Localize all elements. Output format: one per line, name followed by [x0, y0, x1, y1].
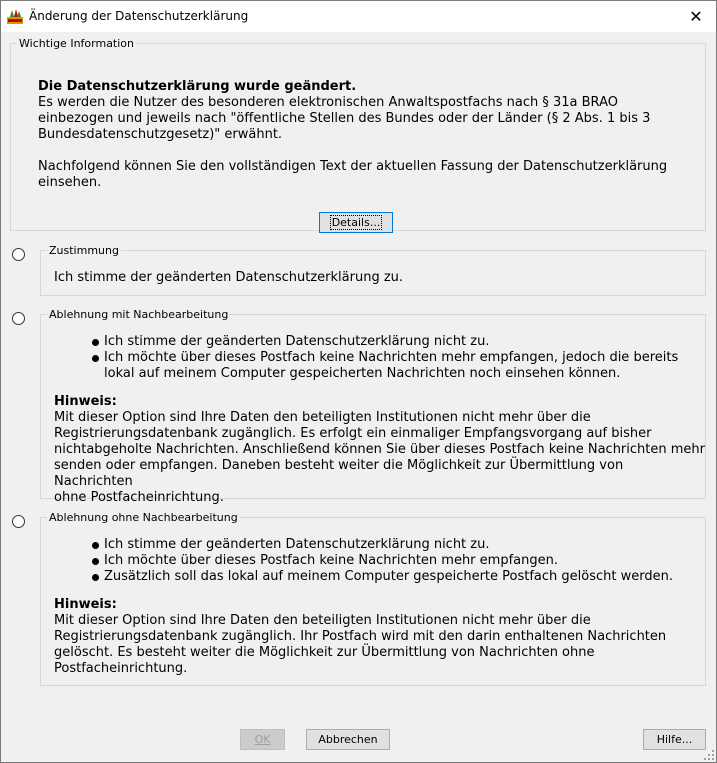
info-line: Nachfolgend können Sie den vollständigen Text der aktuellen Fassung der Datenschutzerklärung: [38, 159, 668, 174]
help-button[interactable]: [643, 729, 706, 750]
radio-ablehnung-ohne[interactable]: [12, 515, 25, 528]
option-text: Ich stimme der geänderten Datenschutzerklärung zu.: [54, 270, 404, 285]
radio-zustimmung[interactable]: [12, 248, 25, 261]
hint-title: Hinweis:: [54, 394, 117, 409]
info-legend: Wichtige Information: [19, 37, 135, 50]
details-button-label: Details...: [331, 216, 381, 229]
option-ablehnung-mit: [40, 308, 706, 505]
hint-block: [54, 597, 666, 677]
option-ablehnung-ohne: [40, 511, 706, 686]
bullet-item: Ich möchte über dieses Postfach keine Nachrichten mehr empfangen, jedoch die bereits: [90, 350, 678, 366]
help-button-label: Hilfe...: [656, 733, 693, 746]
ok-button[interactable]: [240, 729, 285, 750]
info-heading: Die Datenschutzerklärung wurde geändert.: [38, 79, 357, 94]
app-shield-icon: [7, 8, 23, 24]
hint-line: ohne Postfacheinrichtung.: [54, 490, 224, 505]
cancel-button[interactable]: [306, 729, 390, 750]
hint-line: Mit dieser Option sind Ihre Daten den beteiligten Institutionen nicht mehr über die: [54, 613, 591, 628]
info-line: Bundesdatenschutzgesetz)" erwähnt.: [38, 127, 283, 142]
hint-line: Mit dieser Option sind Ihre Daten den beteiligten Institutionen nicht mehr über die: [54, 410, 591, 425]
info-line: einbezogen und jeweils nach "öffentliche Stellen des Bundes oder der Länder (§ 2 Abs. 1 bis 3: [38, 111, 651, 126]
option-legend: Ablehnung ohne Nachbearbeitung: [49, 511, 238, 524]
bullet-list: [90, 537, 673, 585]
info-line: einsehen.: [38, 175, 102, 190]
hint-title: Hinweis:: [54, 597, 117, 612]
bullet-continuation-text: lokal auf meinem Computer gespeicherten Nachrichten noch einsehen können.: [104, 366, 621, 381]
ok-button-label: OK: [254, 733, 271, 746]
bullet-item: Ich möchte über dieses Postfach keine Nachrichten mehr empfangen.: [90, 553, 673, 569]
bullet-item: Ich stimme der geänderten Datenschutzerklärung nicht zu.: [90, 334, 678, 350]
hint-line: Postfacheinrichtung.: [54, 661, 188, 676]
close-button[interactable]: ✕: [689, 7, 703, 26]
cancel-button-label: Abbrechen: [318, 733, 378, 746]
hint-line: gelöscht. Es besteht weiter die Möglichkeit zur Übermittlung von Nachrichten ohne: [54, 645, 595, 660]
title-bar: [1, 1, 716, 32]
info-line: Es werden die Nutzer des besonderen elektronischen Anwaltspostfachs nach § 31a BRAO: [38, 95, 618, 110]
option-legend: Zustimmung: [49, 244, 119, 257]
info-text: [38, 79, 698, 191]
hint-line: Registrierungsdatenbank zugänglich. Es erfolgt ein einmaliger Empfangsvorgang auf bisher: [54, 426, 652, 441]
option-legend: Ablehnung mit Nachbearbeitung: [49, 308, 229, 321]
details-button[interactable]: [319, 212, 393, 233]
bullet-item: Ich stimme der geänderten Datenschutzerklärung nicht zu.: [90, 537, 673, 553]
bullet-item: Zusätzlich soll das lokal auf meinem Computer gespeicherte Postfach gelöscht werden.: [90, 569, 673, 585]
bullet-continuation: [90, 366, 678, 382]
radio-ablehnung-mit[interactable]: [12, 312, 25, 325]
hint-line: Registrierungsdatenbank zugänglich. Ihr Postfach wird mit den darin enthaltenen Nachrichten: [54, 629, 667, 644]
hint-line: nichtabgeholte Nachrichten. Anschließend können Sie über dieses Postfach keine Nachrichten mehr: [54, 442, 705, 457]
info-group: [10, 37, 706, 231]
resize-grip-icon[interactable]: [704, 750, 714, 760]
option-zustimmung: [40, 244, 706, 296]
hint-line: senden oder empfangen. Daneben besteht weiter die Möglichkeit zur Übermittlung von Nachrichten: [54, 458, 624, 489]
hint-block: [54, 394, 705, 506]
bullet-list: [90, 334, 678, 382]
window-title: Änderung der Datenschutzerklärung: [29, 9, 249, 23]
